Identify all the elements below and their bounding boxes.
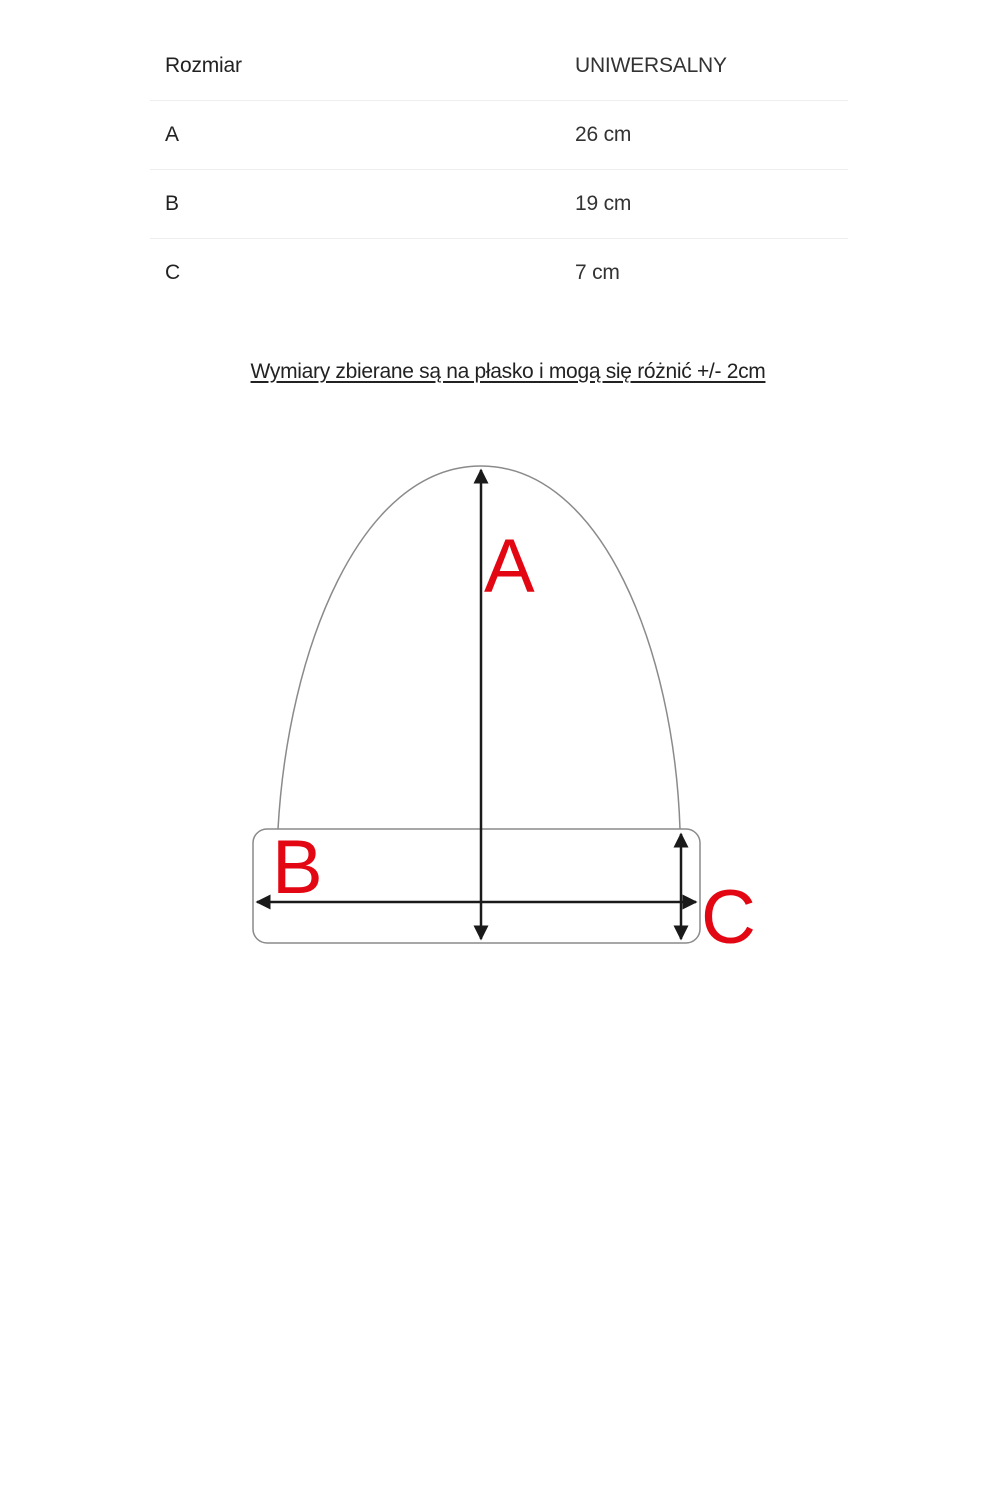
label-a: A	[484, 524, 535, 609]
row-value: 19 cm	[575, 192, 632, 215]
row-label: A	[165, 123, 179, 146]
row-label: B	[165, 192, 179, 215]
label-c: C	[701, 875, 756, 960]
beanie-crown-outline	[278, 466, 680, 829]
row-value: 26 cm	[575, 123, 632, 146]
label-b: B	[272, 825, 323, 910]
table-header-value: UNIWERSALNY	[575, 54, 727, 77]
measurement-note: Wymiary zbierane są na płasko i mogą się różnić +/- 2cm	[250, 360, 766, 383]
row-label: C	[165, 261, 180, 284]
row-value: 7 cm	[575, 261, 620, 284]
table-header-label: Rozmiar	[165, 54, 242, 77]
